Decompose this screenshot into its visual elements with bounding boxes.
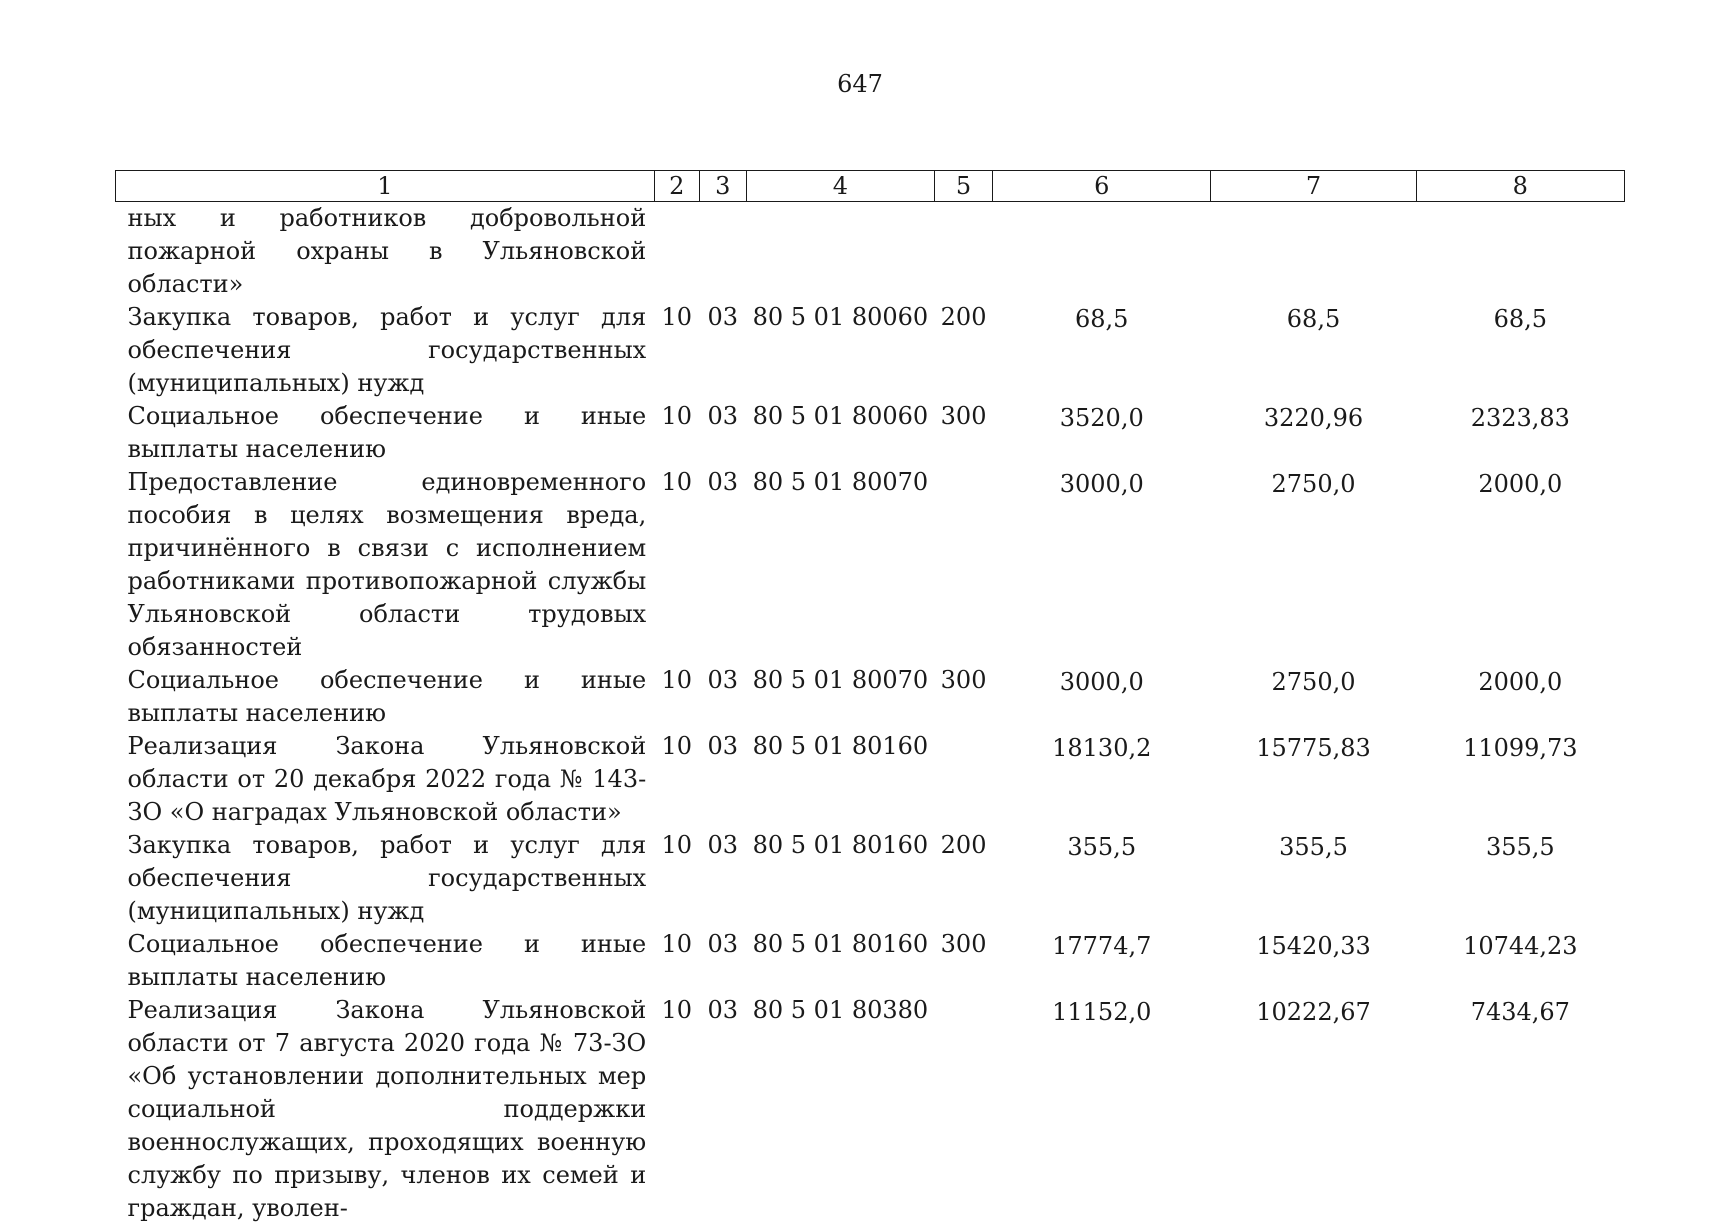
description-cell: Реализация Закона Ульяновской области от 20 декабря 2022 года № 143-ЗО «О наградах Ульяновской области» xyxy=(116,730,655,829)
table-row xyxy=(116,202,1625,302)
budget-table xyxy=(115,170,1625,1225)
description-cell: Предоставление единовременного пособия в целях возмещения вреда, причинённого в связи с исполнением работниками противопожарной службы Ульяновской области трудовых обязанностей xyxy=(116,466,655,664)
column-header: 1 xyxy=(116,171,655,202)
amount-year2-cell xyxy=(1211,202,1416,302)
target-article-cell: 80 5 01 80160 xyxy=(746,730,934,829)
table-row xyxy=(116,301,1625,400)
target-article-cell: 80 5 01 80060 xyxy=(746,301,934,400)
column-header: 4 xyxy=(746,171,934,202)
expense-type-cell: 200 xyxy=(935,829,993,928)
amount-year1-cell: 3520,0 xyxy=(993,400,1211,466)
table-row xyxy=(116,730,1625,829)
column-header: 8 xyxy=(1416,171,1624,202)
column-header: 3 xyxy=(699,171,746,202)
amount-year2-cell: 10222,67 xyxy=(1211,994,1416,1225)
target-article-cell: 80 5 01 80160 xyxy=(746,829,934,928)
target-article-cell: 80 5 01 80060 xyxy=(746,400,934,466)
expense-type-cell: 300 xyxy=(935,664,993,730)
header-row xyxy=(116,171,1625,202)
section-code-cell: 10 xyxy=(654,928,699,994)
column-header: 2 xyxy=(654,171,699,202)
expense-type-cell: 300 xyxy=(935,928,993,994)
expense-type-cell xyxy=(935,994,993,1225)
target-article-cell: 80 5 01 80070 xyxy=(746,664,934,730)
section-code-cell: 10 xyxy=(654,466,699,664)
section-code-cell: 10 xyxy=(654,829,699,928)
column-header: 6 xyxy=(993,171,1211,202)
subsection-code-cell: 03 xyxy=(699,994,746,1225)
amount-year2-cell: 15775,83 xyxy=(1211,730,1416,829)
amount-year1-cell: 17774,7 xyxy=(993,928,1211,994)
subsection-code-cell: 03 xyxy=(699,400,746,466)
amount-year3-cell: 355,5 xyxy=(1416,829,1624,928)
amount-year1-cell: 3000,0 xyxy=(993,466,1211,664)
table-row xyxy=(116,994,1625,1225)
amount-year3-cell: 10744,23 xyxy=(1416,928,1624,994)
amount-year3-cell xyxy=(1416,202,1624,302)
description-cell: ных и работников добровольной пожарной охраны в Ульяновской области» xyxy=(116,202,655,302)
column-header: 7 xyxy=(1211,171,1416,202)
table-row xyxy=(116,829,1625,928)
amount-year3-cell: 68,5 xyxy=(1416,301,1624,400)
description-cell: Закупка товаров, работ и услуг для обеспечения государственных (муниципальных) нужд xyxy=(116,301,655,400)
amount-year2-cell: 355,5 xyxy=(1211,829,1416,928)
amount-year3-cell: 2000,0 xyxy=(1416,466,1624,664)
amount-year1-cell xyxy=(993,202,1211,302)
amount-year1-cell: 68,5 xyxy=(993,301,1211,400)
target-article-cell: 80 5 01 80070 xyxy=(746,466,934,664)
amount-year2-cell: 2750,0 xyxy=(1211,664,1416,730)
section-code-cell: 10 xyxy=(654,664,699,730)
table-row xyxy=(116,466,1625,664)
amount-year3-cell: 2323,83 xyxy=(1416,400,1624,466)
section-code-cell xyxy=(654,202,699,302)
description-cell: Реализация Закона Ульяновской области от 7 августа 2020 года № 73-ЗО «Об установлении дополнительных мер социальной поддержки военнослужащих, проходящих военную службу по призыву, членов их семей и граждан, уволен- xyxy=(116,994,655,1225)
section-code-cell: 10 xyxy=(654,301,699,400)
subsection-code-cell xyxy=(699,202,746,302)
amount-year2-cell: 3220,96 xyxy=(1211,400,1416,466)
subsection-code-cell: 03 xyxy=(699,466,746,664)
table-row xyxy=(116,928,1625,994)
amount-year1-cell: 3000,0 xyxy=(993,664,1211,730)
page-number: 647 xyxy=(0,70,1709,98)
expense-type-cell: 300 xyxy=(935,400,993,466)
target-article-cell: 80 5 01 80380 xyxy=(746,994,934,1225)
column-header: 5 xyxy=(935,171,993,202)
subsection-code-cell: 03 xyxy=(699,301,746,400)
amount-year3-cell: 7434,67 xyxy=(1416,994,1624,1225)
description-cell: Социальное обеспечение и иные выплаты населению xyxy=(116,928,655,994)
expense-type-cell: 200 xyxy=(935,301,993,400)
amount-year1-cell: 355,5 xyxy=(993,829,1211,928)
description-cell: Закупка товаров, работ и услуг для обеспечения государственных (муниципальных) нужд xyxy=(116,829,655,928)
amount-year2-cell: 15420,33 xyxy=(1211,928,1416,994)
expense-type-cell xyxy=(935,202,993,302)
amount-year3-cell: 11099,73 xyxy=(1416,730,1624,829)
section-code-cell: 10 xyxy=(654,994,699,1225)
target-article-cell: 80 5 01 80160 xyxy=(746,928,934,994)
subsection-code-cell: 03 xyxy=(699,664,746,730)
table-row xyxy=(116,400,1625,466)
amount-year2-cell: 2750,0 xyxy=(1211,466,1416,664)
table-body xyxy=(116,202,1625,1225)
expense-type-cell xyxy=(935,466,993,664)
description-cell: Социальное обеспечение и иные выплаты населению xyxy=(116,400,655,466)
amount-year2-cell: 68,5 xyxy=(1211,301,1416,400)
section-code-cell: 10 xyxy=(654,400,699,466)
amount-year1-cell: 18130,2 xyxy=(993,730,1211,829)
section-code-cell: 10 xyxy=(654,730,699,829)
amount-year3-cell: 2000,0 xyxy=(1416,664,1624,730)
amount-year1-cell: 11152,0 xyxy=(993,994,1211,1225)
description-cell: Социальное обеспечение и иные выплаты населению xyxy=(116,664,655,730)
table-row xyxy=(116,664,1625,730)
target-article-cell xyxy=(746,202,934,302)
subsection-code-cell: 03 xyxy=(699,730,746,829)
subsection-code-cell: 03 xyxy=(699,829,746,928)
expense-type-cell xyxy=(935,730,993,829)
subsection-code-cell: 03 xyxy=(699,928,746,994)
